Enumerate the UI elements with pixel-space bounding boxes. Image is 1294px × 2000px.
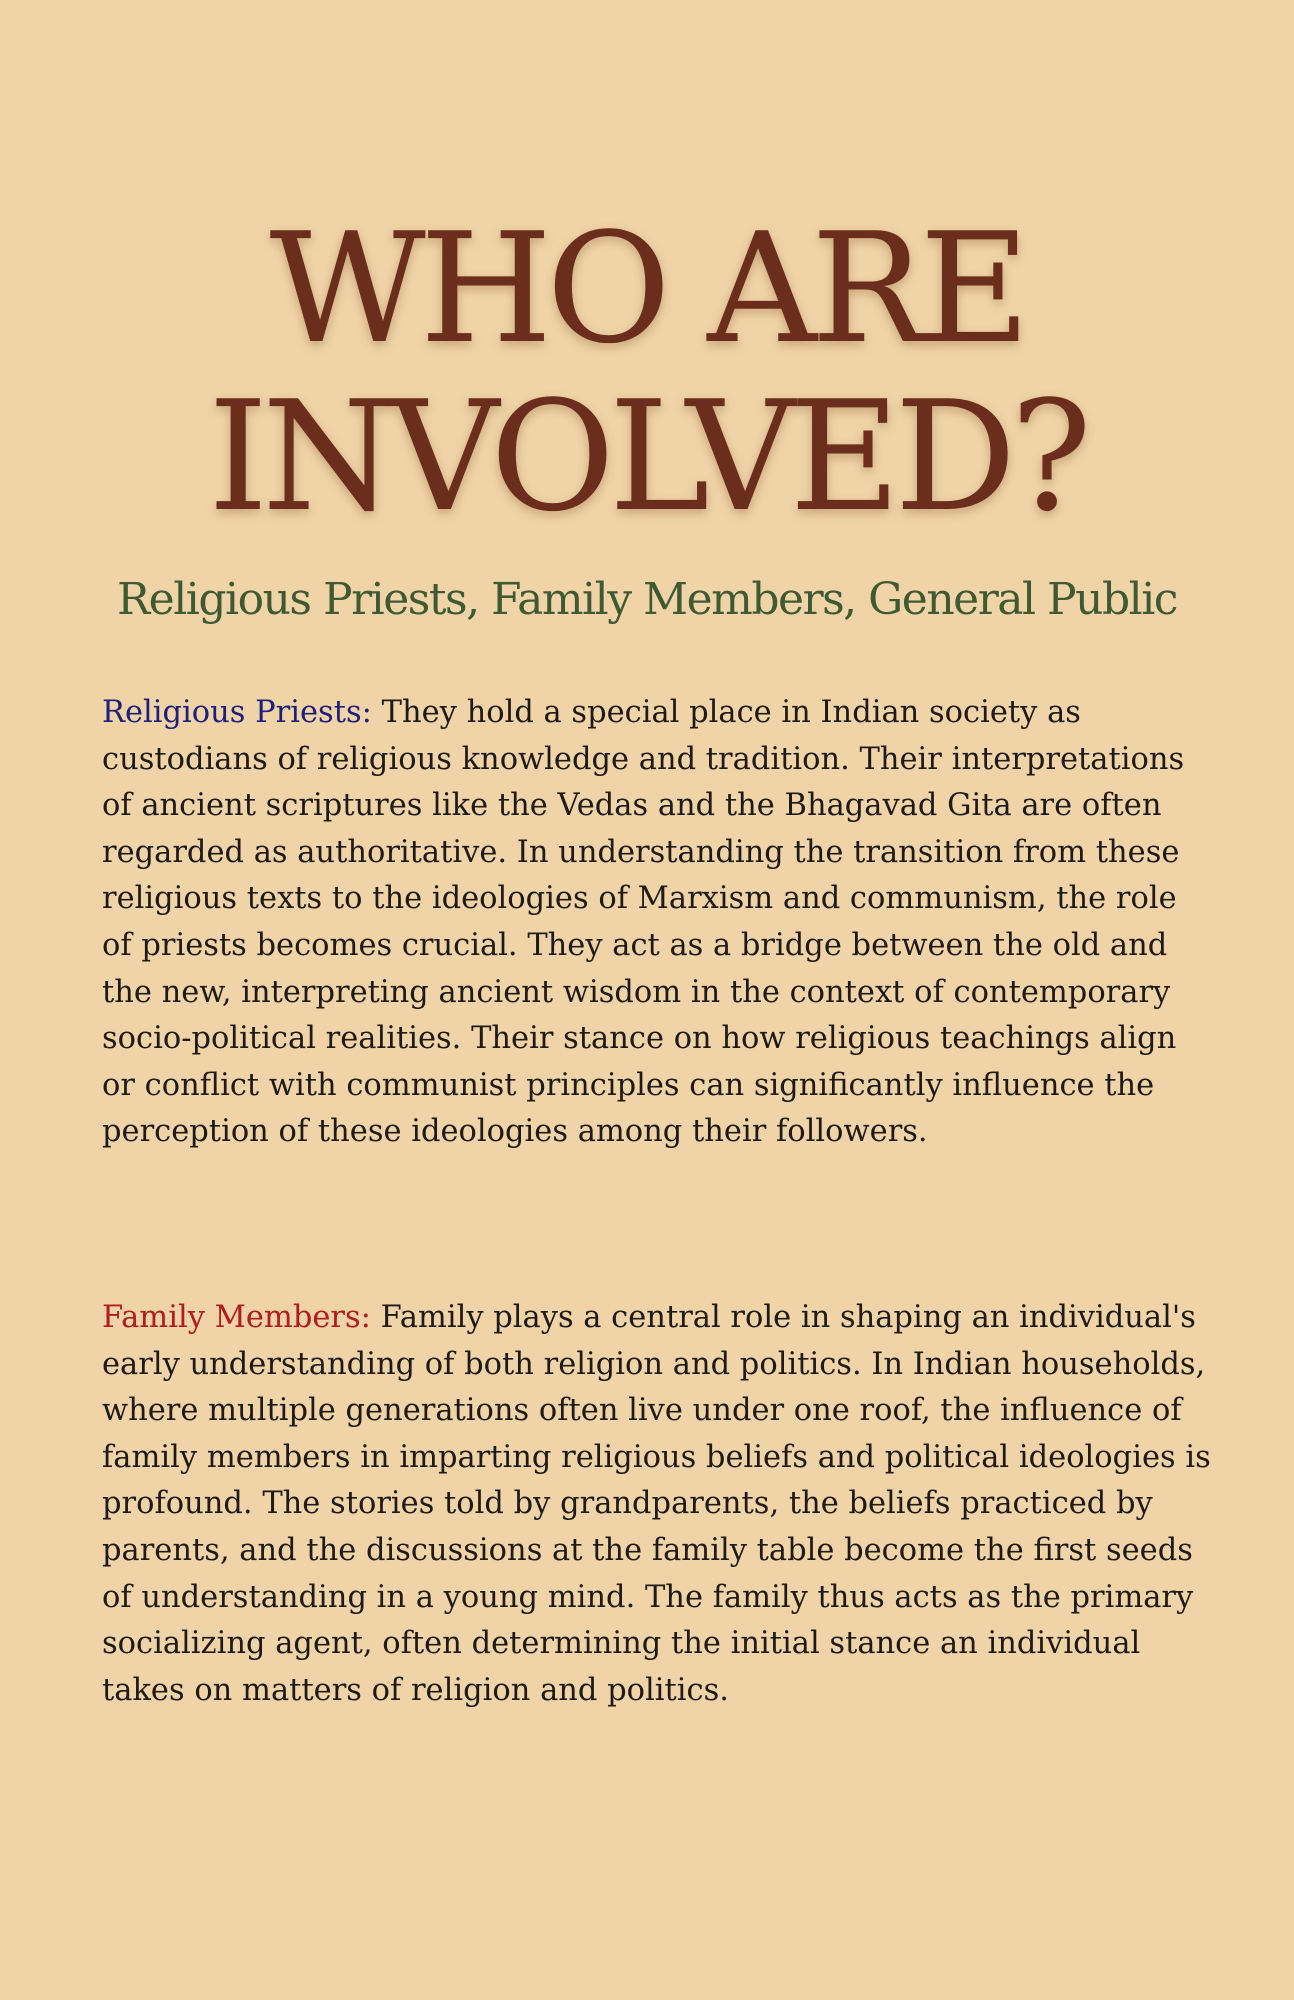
page-title-line-2: INVOLVED? <box>208 368 1086 545</box>
page-title <box>0 200 1294 545</box>
section-text-religious-priests: They hold a special place in Indian society as custodians of religious knowledge and tradition. Their interpretations of ancient scriptures like the Vedas and the Bhagavad Gita are often regarded as authoritative. In understanding the transition from these religious texts to the ideologies of Marxism and communism, the role of priests becomes crucial. They act as a bridge between the old and the new, interpreting ancient wisdom in the context of contemporary socio-political realities. Their stance on how religious teachings align or conflict with communist principles can significantly influence the perception of these ideologies among their followers. <box>102 695 1185 1150</box>
section-religious-priests <box>102 690 1212 1156</box>
section-text-family-members: Family plays a central role in shaping an individual's early understanding of both religion and politics. In Indian households, where multiple generations often live under one roof, the influence of family members in imparting religious beliefs and political ideologies is profound. The stories told by grandparents, the beliefs practiced by parents, and the discussions at the family table become the first seeds of understanding in a young mind. The family thus acts as the primary socializing agent, often determining the initial stance an individual takes on matters of religion and politics. <box>102 1300 1211 1708</box>
page-subtitle: Religious Priests, Family Members, General Public <box>117 574 1177 625</box>
page-title-line-1: WHO ARE <box>269 200 1025 377</box>
section-label-religious-priests: Religious Priests: <box>102 695 372 730</box>
section-family-members <box>102 1295 1212 1714</box>
section-label-family-members: Family Members: <box>102 1300 371 1335</box>
